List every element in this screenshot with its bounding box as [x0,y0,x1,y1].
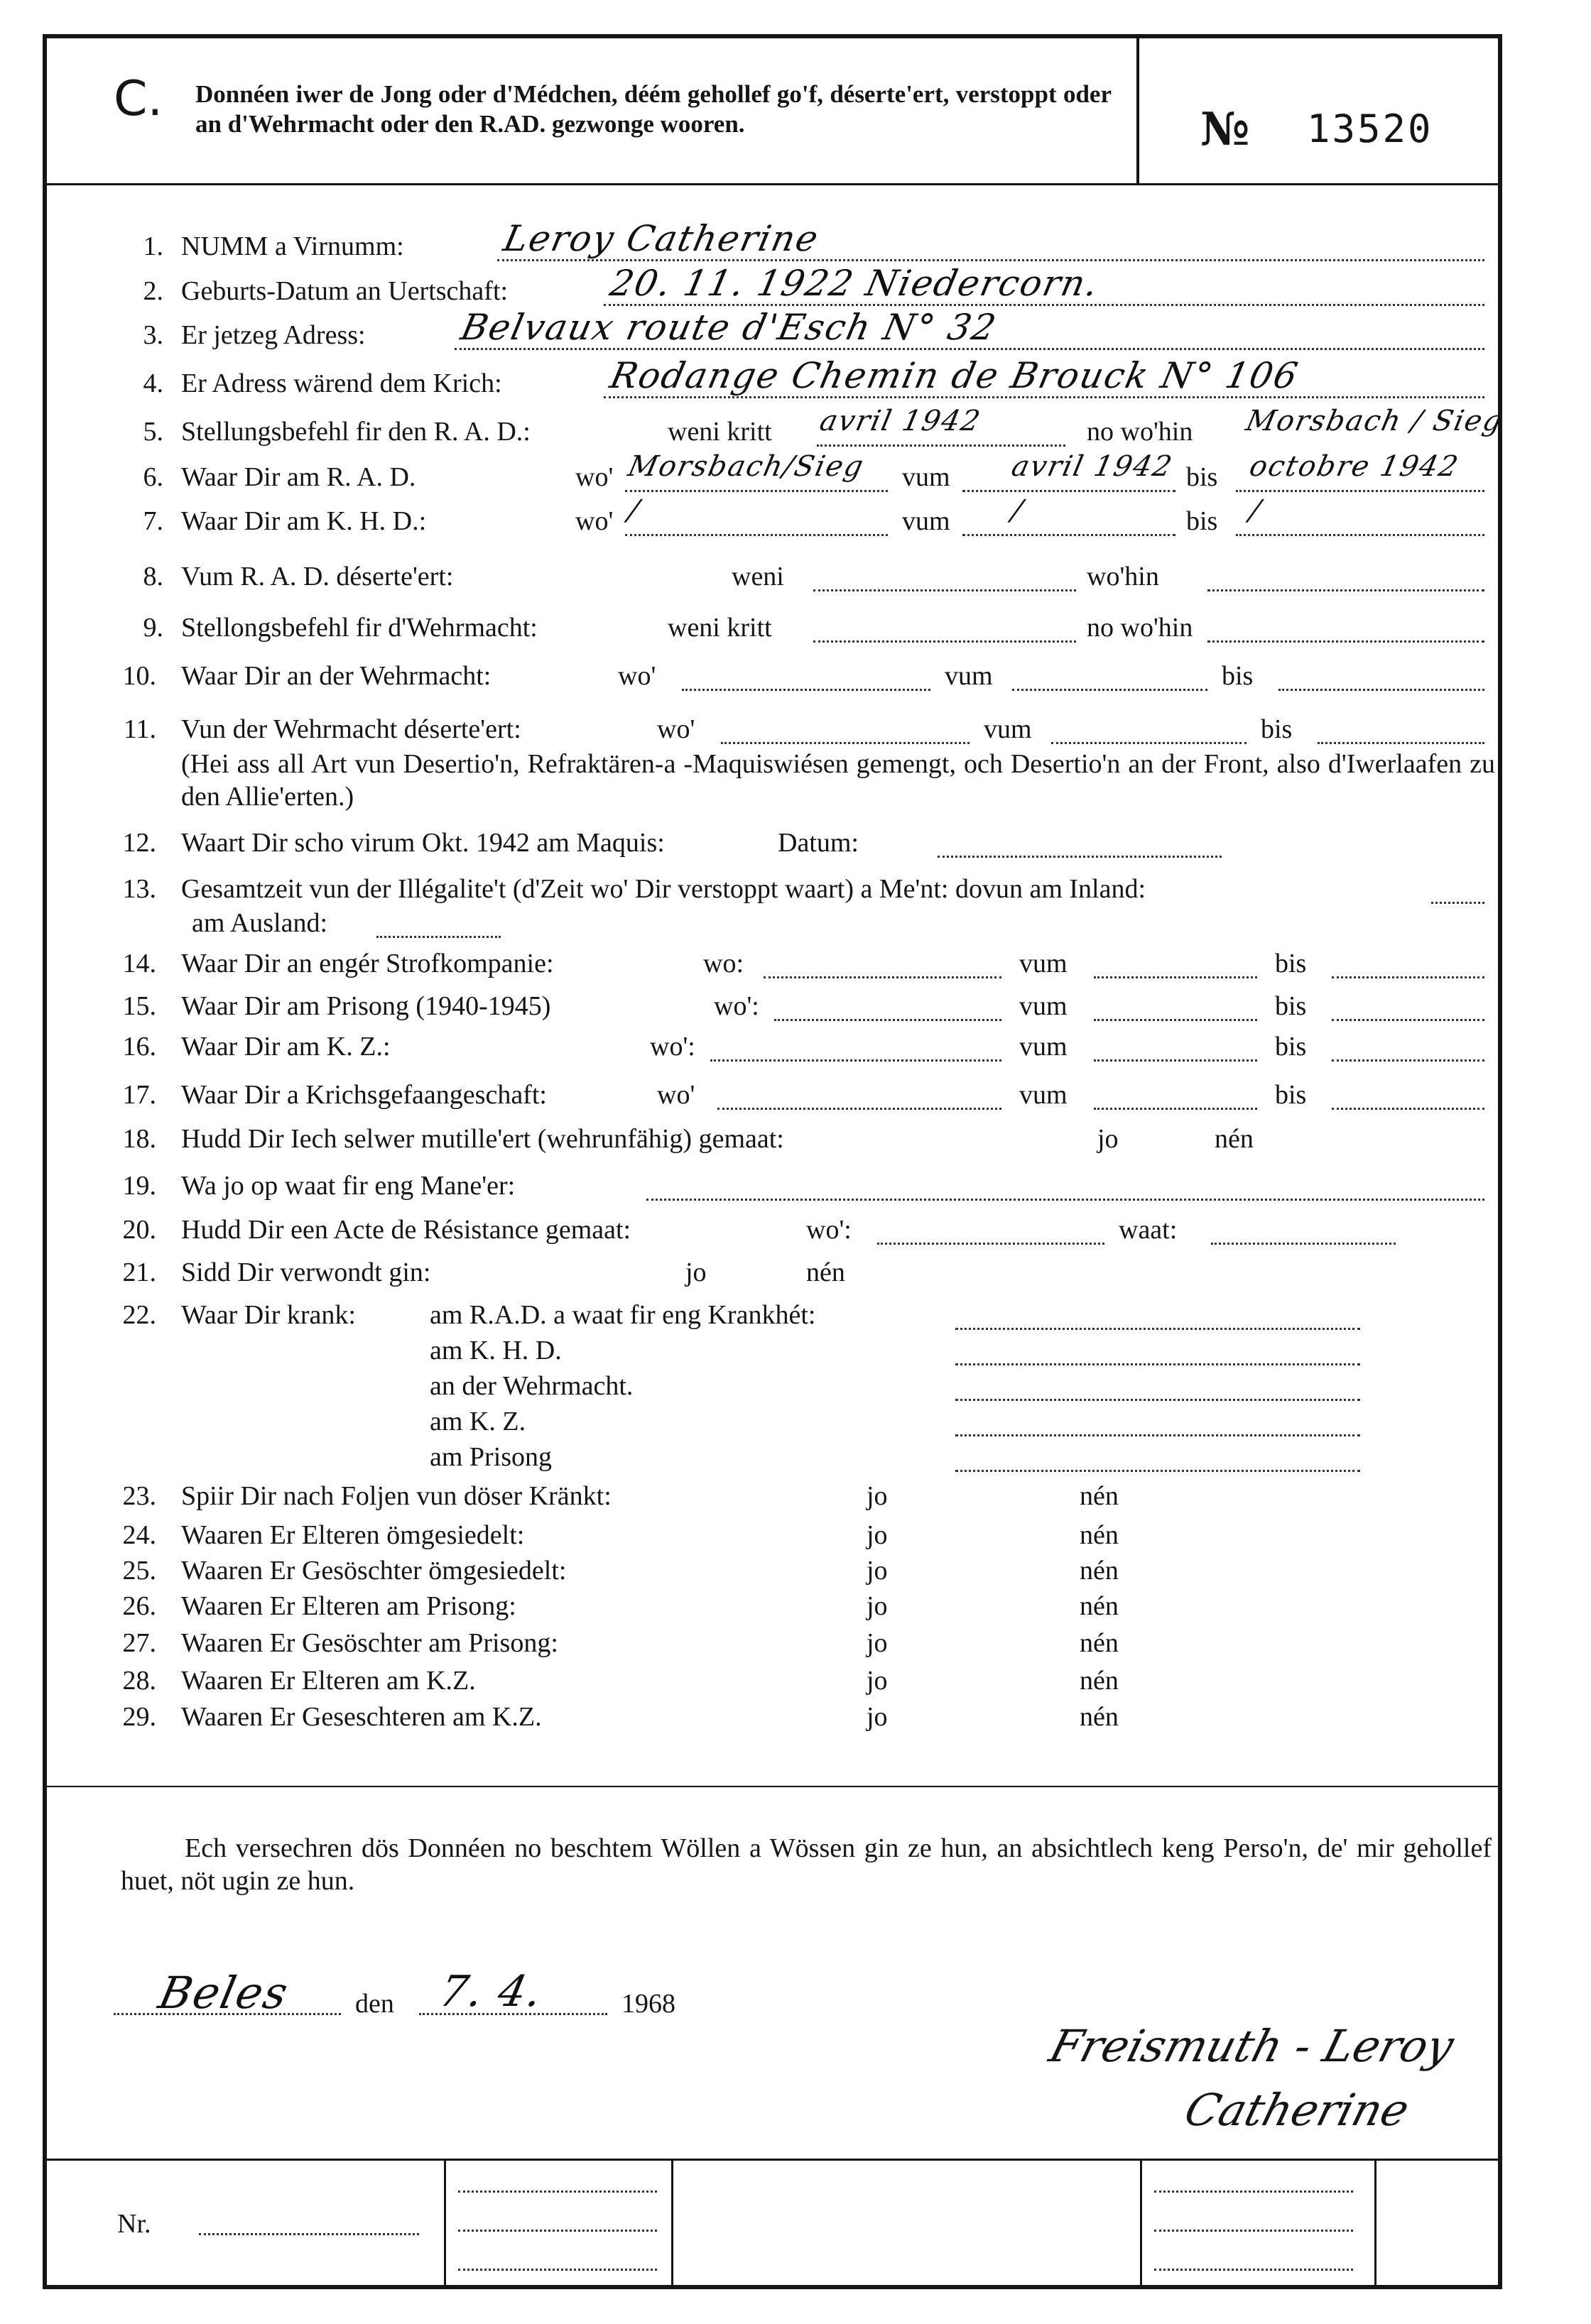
label-b: vum [984,714,1032,744]
label-a: jo [867,1628,888,1658]
dotted-field [774,1019,1001,1021]
label-b: nén [1080,1556,1119,1586]
dotted-field [955,1328,1360,1330]
dotted-field [764,976,1001,978]
dotted-field [1236,534,1484,536]
dotted-field [955,1470,1360,1472]
declaration-rule [47,1786,1498,1787]
dotted-field [1332,1019,1484,1021]
row-label: Spiir Dir nach Foljen vun döser Kränkt: [181,1481,612,1511]
label-c: bis [1275,991,1307,1021]
row-label: Waaren Er Elteren ömgesiedelt: [181,1520,525,1550]
dotted-field [962,490,1175,492]
dotted-field [813,589,1076,591]
dotted-field [877,1243,1104,1245]
dotted-field [604,304,1484,306]
footer-col-3 [1140,2159,1142,2286]
dotted-field [497,259,1484,261]
label-b: vum [902,462,950,492]
row-label: Waaren Er Geseschteren am K.Z. [181,1702,542,1732]
handwritten-answer: / [625,494,644,527]
label-b: nén [1215,1124,1254,1154]
dotted-field [376,936,501,938]
row-label: Er jetzeg Adress: [181,320,366,350]
row-number: 6. [143,462,163,492]
label-a: Datum: [778,828,859,858]
signature-line2: Catherine [1179,2084,1415,2136]
row-number: 18. [122,1124,156,1154]
handwritten-answer: Morsbach/Sieg [625,450,868,483]
footer-col-1 [444,2159,446,2286]
dotted-field [1236,490,1484,492]
row-number: 19. [122,1171,156,1201]
footer-rule [47,2159,1498,2161]
form-number: 13520 [1307,107,1433,151]
dotted-field [710,1059,1001,1062]
year-label: 1968 [621,1989,675,2019]
label-a: wo' [575,506,614,536]
label-b: waat: [1119,1215,1178,1245]
declaration-text: Ech versechren dös Donnéen no beschtem Wöllen a Wössen gin ze hun, an absichtlech keng Perso'n, de' mir gehollef huet, nöt ugin ze hun. [121,1833,1492,1896]
label-b: vum [1019,1080,1068,1110]
handwritten-answer: 20. 11. 1922 Niedercorn. [606,263,1104,304]
dotted-field [1094,1019,1257,1021]
label-a: jo [867,1666,888,1696]
signature-line1: Freismuth - Leroy [1044,2020,1460,2072]
row-number: 24. [122,1520,156,1550]
row-number: 11. [123,714,156,744]
label-c: bis [1186,506,1218,536]
handwritten-answer: Morsbach / Sieg [1243,405,1506,437]
dotted-field [955,1363,1360,1365]
row-label: Waaren Er Gesöschter am Prisong: [181,1628,558,1658]
dotted-field [646,1199,1484,1201]
label-b: no wo'hin [1087,417,1193,447]
row-number: 25. [122,1556,156,1586]
header-divider [1136,34,1139,183]
place-line [114,2013,341,2015]
label-a: jo [1097,1124,1119,1154]
row-label: Sidd Dir verwondt gin: [181,1258,431,1287]
row-label: Waaren Er Elteren am K.Z. [181,1666,476,1696]
row-label: Waar Dir am Prisong (1940-1945) [181,991,551,1021]
handwritten-answer: / [1247,494,1265,527]
label-b: vum [902,506,950,536]
label-a: wo': [650,1032,695,1062]
handwritten-answer: octobre 1942 [1247,450,1462,483]
label-b: nén [1080,1520,1119,1550]
row-number: 15. [122,991,156,1021]
row-number: 17. [122,1080,156,1110]
dotted-field [1012,689,1207,691]
dotted-field [1332,1108,1484,1110]
handwritten-answer: Rodange Chemin de Brouck N° 106 [606,355,1303,396]
label-b: nén [1080,1666,1119,1696]
dotted-field [604,396,1484,398]
row-number: 7. [143,506,163,536]
label-a: wo': [714,991,759,1021]
label-b: nén [1080,1702,1119,1732]
dotted-field [962,534,1175,536]
row-label: Hudd Dir een Acte de Résistance gemaat: [181,1215,631,1245]
dotted-field [717,1108,1001,1110]
row-label: Waar Dir an der Wehrmacht: [181,661,492,691]
row-label: Waar Dir am R. A. D. [181,462,416,492]
dotted-field [721,742,970,744]
dotted-field [682,689,930,691]
label-b: wo'hin [1087,562,1159,591]
row-label: Stellungsbefehl fir den R. A. D.: [181,417,531,447]
row-label: Gesamtzeit vun der Illégalite't (d'Zeit wo' Dir verstoppt waart) a Me'nt: dovun am Inland: [181,874,1146,904]
row-number: 27. [122,1628,156,1658]
footer-col-4 [1374,2159,1376,2286]
label-b: vum [1019,949,1068,978]
handwritten-answer: Belvaux route d'Esch N° 32 [457,307,1001,348]
dotted-field [1332,1059,1484,1062]
row-label: Geburts-Datum an Uertschaft: [181,276,509,306]
row-label: Er Adress wärend dem Krich: [181,369,502,398]
row-11-note: (Hei ass all Art vun Desertio'n, Refraktären-a -Maquiswiésen gemengt, och Desertio'n an der Front, also d'Iwerlaafen zu den Allie'erten.) [181,749,1495,812]
label-c: bis [1275,1080,1307,1110]
dotted-field [1207,589,1484,591]
label-a: jo [685,1258,707,1287]
dotted-field [817,444,1065,447]
row-label: Hudd Dir Iech selwer mutille'ert (wehrunfähig) gemaat: [181,1124,784,1154]
row-number: 20. [122,1215,156,1245]
krank-sub-label: am Prisong [430,1442,553,1472]
footer-dotted-field [1154,2269,1353,2271]
row-number: 29. [122,1702,156,1732]
footer-dotted-field [1154,2230,1353,2232]
label-a: wo': [806,1215,852,1245]
label-a: jo [867,1520,888,1550]
label-b: no wo'hin [1087,613,1193,643]
dotted-field [1094,1059,1257,1062]
row-number: 13. [122,874,156,904]
footer-dotted-field [458,2230,657,2232]
row-number: 22. [122,1300,156,1330]
label-b: vum [945,661,993,691]
handwritten-answer: avril 1942 [817,405,984,437]
row-label: NUMM a Virnumm: [181,231,404,261]
row-number: 10. [122,661,156,691]
row-number: 23. [122,1481,156,1511]
label-a: weni kritt [668,417,772,447]
label-a: wo: [703,949,744,978]
dotted-field [955,1434,1360,1436]
dotted-field [1207,640,1484,643]
signature-date: 7. 4. [435,1967,548,2017]
row-label: Waaren Er Gesöschter ömgesiedelt: [181,1556,567,1586]
krank-sub-label: am R.A.D. a waat fir eng Krankhét: [430,1300,816,1330]
label-a: jo [867,1702,888,1732]
section-title: Donnéen iwer de Jong oder d'Médchen, déém gehollef go'f, déserte'ert, verstoppt oder an d'Wehrmacht oder den R.AD. gezwonge wooren. [195,80,1112,138]
label-a: weni [732,562,784,591]
section-letter: C. [114,71,163,127]
dotted-field [955,1399,1360,1401]
row-number: 3. [143,320,163,350]
date-line [419,2013,607,2015]
label-a: jo [867,1556,888,1586]
row-label: Waart Dir scho virum Okt. 1942 am Maquis: [181,828,665,858]
dotted-field [1431,902,1484,904]
dotted-field [1278,689,1484,691]
row-label: Waar Dir a Krichsgefaangeschaft: [181,1080,547,1110]
label-c: bis [1222,661,1254,691]
label-b: nén [1080,1591,1119,1621]
footer-col-2 [671,2159,673,2286]
row-label: Waaren Er Elteren am Prisong: [181,1591,516,1621]
dotted-field [1332,976,1484,978]
row-label: Waar Dir an engér Strofkompanie: [181,949,554,978]
dotted-field [625,490,888,492]
row-label: Waar Dir am K. H. D.: [181,506,427,536]
label-a: wo' [657,714,695,744]
handwritten-answer: avril 1942 [1009,450,1176,483]
row-number: 2. [143,276,163,306]
row-number: 26. [122,1591,156,1621]
label-b: nén [806,1258,845,1287]
label-a: am Ausland: [192,908,328,938]
krank-sub-label: am K. Z. [430,1407,526,1436]
krank-sub-label: an der Wehrmacht. [430,1371,634,1401]
label-a: jo [867,1591,888,1621]
label-b: vum [1019,991,1068,1021]
row-label: Waar Dir krank: [181,1300,356,1330]
footer-nr-label: Nr. [117,2209,151,2239]
row-number: 16. [122,1032,156,1062]
row-number: 5. [143,417,163,447]
row-label: Vun der Wehrmacht déserte'ert: [181,714,521,744]
dotted-field [1051,742,1247,744]
label-a: wo' [618,661,656,691]
label-a: wo' [657,1080,695,1110]
header-rule [47,183,1498,185]
label-c: bis [1275,949,1307,978]
dotted-field [455,348,1484,350]
footer-dotted-field [458,2269,657,2271]
row-number: 4. [143,369,163,398]
label-c: bis [1261,714,1293,744]
row-number: 9. [143,613,163,643]
row-number: 8. [143,562,163,591]
signature-place: Beles [154,1967,294,2019]
footer-dotted-field [458,2191,657,2193]
row-label: Stellongsbefehl fir d'Wehrmacht: [181,613,538,643]
row-number: 14. [122,949,156,978]
label-b: nén [1080,1628,1119,1658]
dotted-field [938,856,1222,858]
row-label: Vum R. A. D. déserte'ert: [181,562,454,591]
label-c: bis [1186,462,1218,492]
label-c: bis [1275,1032,1307,1062]
row-number: 28. [122,1666,156,1696]
krank-sub-label: am K. H. D. [430,1336,562,1365]
label-a: jo [867,1481,888,1511]
footer-nr-line [199,2233,419,2235]
dotted-field [1094,976,1257,978]
row-label: Wa jo op waat fir eng Mane'er: [181,1171,516,1201]
dotted-field [1211,1243,1396,1245]
handwritten-answer: Leroy Catherine [499,218,823,259]
number-label: № [1200,103,1250,156]
label-b: nén [1080,1481,1119,1511]
dotted-field [813,640,1076,643]
dotted-field [625,534,888,536]
dotted-field [1318,742,1484,744]
footer-dotted-field [1154,2191,1353,2193]
row-label: Waar Dir am K. Z.: [181,1032,391,1062]
den-label: den [355,1989,394,2019]
label-a: wo' [575,462,614,492]
label-b: vum [1019,1032,1068,1062]
row-number: 21. [122,1258,156,1287]
row-number: 1. [143,231,163,261]
label-a: weni kritt [668,613,772,643]
row-number: 12. [122,828,156,858]
handwritten-answer: / [1009,494,1027,527]
dotted-field [1094,1108,1257,1110]
